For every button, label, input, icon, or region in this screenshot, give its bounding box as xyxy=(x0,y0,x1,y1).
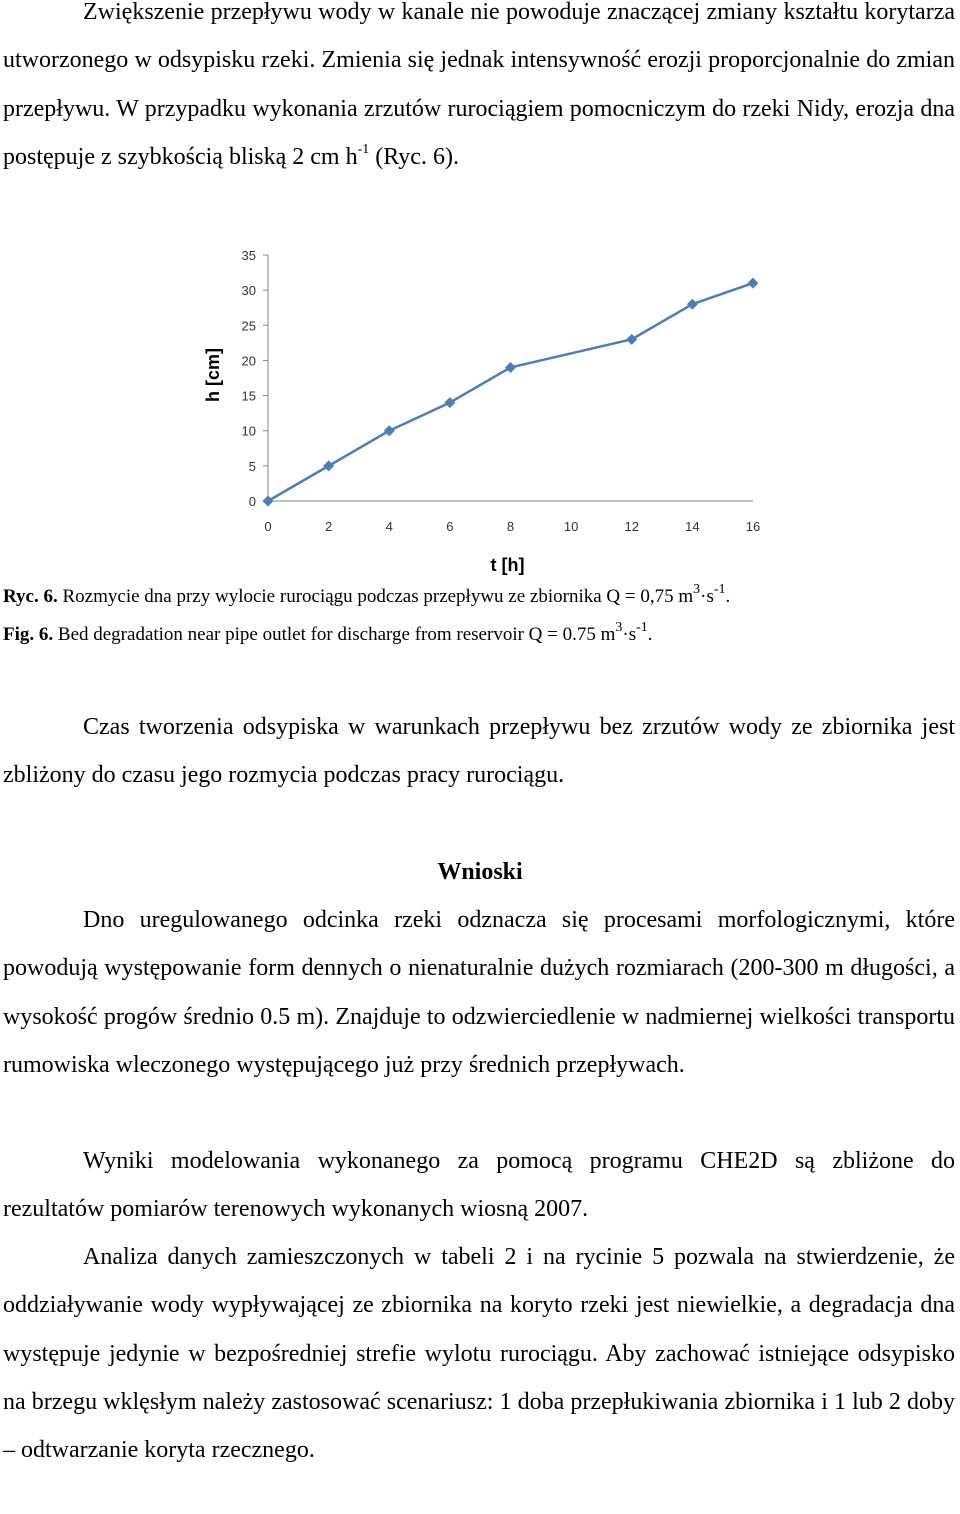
data-point-marker xyxy=(687,299,698,310)
caption-en-text: Bed degradation near pipe outlet for discharge from reservoir Q = 0.75 m xyxy=(53,624,616,645)
figure-caption-en xyxy=(3,619,955,648)
x-tick-label: 14 xyxy=(685,519,700,534)
paragraph-erosion xyxy=(3,0,955,181)
paragraph-conclusion-1: Dno uregulowanego odcinka rzeki odznacza się procesami morfologicznymi, które powodują występowanie form dennych o nienaturalnie dużych rozmiarach (200-300 m długości, a wysokość progów średnio 0.5 m). Znajduje to odzwierciedlenie w nadmiernej wielkości transportu rumowiska wleczonego występującego już przy średnich przepływach. xyxy=(3,907,955,1078)
paragraph-erosion-ref: (Ryc. 6). xyxy=(369,143,459,170)
data-point-marker xyxy=(748,278,759,289)
caption-en-label: Fig. 6. xyxy=(3,624,54,645)
y-tick-label: 30 xyxy=(241,283,256,299)
caption-pl-text: Rozmycie dna przy wylocie rurociągu podczas przepływu ze zbiornika Q = 0,75 m xyxy=(57,586,694,607)
x-tick-label: 12 xyxy=(624,519,639,534)
chart-svg xyxy=(195,240,765,580)
paragraph-deposition-time: Czas tworzenia odsypiska w warunkach przepływu bez zrzutów wody ze zbiornika jest zbliżony do czasu jego rozmycia podczas pracy rurociągu. xyxy=(3,714,955,789)
y-tick-label: 25 xyxy=(241,318,256,334)
data-point-marker xyxy=(626,334,637,345)
figure-caption-pl xyxy=(3,581,955,610)
x-tick-label: 10 xyxy=(563,519,579,534)
caption-en-exp1: 3 xyxy=(615,619,623,635)
caption-en-end: . xyxy=(647,624,653,645)
data-point-marker xyxy=(263,496,274,507)
data-point-marker xyxy=(384,425,395,436)
x-tick-label: 6 xyxy=(446,519,454,534)
paragraph-conclusion-3: Analiza danych zamieszczonych w tabeli 2 i na rycinie 5 pozwala na stwierdzenie, że oddziaływanie wody wypływającej ze zbiornika na koryto rzeki jest niewielkie, a degradacja dna występuje jedynie w bezpośredniej strefie wylotu rurociągu. Aby zachować istniejące odsypisko na brzegu wklęsłym należy zastosować scenariusz: 1 doba przepłukiwania zbiornika i 1 lub 2 doby – odtwarzanie koryta rzecznego. xyxy=(3,1244,955,1464)
section-heading-conclusions: Wnioski xyxy=(437,859,523,885)
series-line xyxy=(268,283,753,501)
x-tick-label: 16 xyxy=(745,519,761,534)
caption-pl-end: . xyxy=(725,586,731,607)
caption-pl-unit: ·s xyxy=(700,586,714,607)
caption-pl-exp1: 3 xyxy=(693,581,701,597)
paragraph-conclusion-2: Wyniki modelowania wykonanego za pomocą programu CHE2D są zbliżone do rezultatów pomiarów terenowych wykonanych wiosną 2007. xyxy=(3,1148,955,1223)
x-tick-label: 0 xyxy=(264,519,272,534)
data-point-marker xyxy=(323,460,334,471)
bed-degradation-chart xyxy=(195,240,765,580)
paragraph-erosion-text: Zwiększenie przepływu wody w kanale nie powoduje znaczącej zmiany kształtu korytarza utworzonego w odsypisku rzeki. Zmienia się jednak intensywność erozji proporcjonalnie do zmian przepływu. W przypadku wykonania zrzutów rurociągiem pomocniczym do rzeki Nidy, erozja dna postępuje z szybkością bliską 2 cm h xyxy=(3,0,955,170)
x-tick-label: 8 xyxy=(506,519,515,534)
y-tick-label: 35 xyxy=(241,248,256,263)
caption-en-exp2: -1 xyxy=(636,619,648,635)
y-tick-label: 10 xyxy=(241,423,256,439)
y-tick-label: 5 xyxy=(248,458,256,474)
y-tick-label: 15 xyxy=(241,388,256,404)
caption-en-unit: ·s xyxy=(622,624,637,645)
x-axis-title: t [h] xyxy=(490,555,525,575)
unit-exponent: -1 xyxy=(357,141,370,157)
y-tick-label: 20 xyxy=(241,353,256,369)
data-point-marker xyxy=(444,397,455,408)
x-tick-label: 2 xyxy=(325,519,333,534)
caption-pl-label: Ryc. 6. xyxy=(3,586,58,607)
data-point-marker xyxy=(505,362,516,373)
caption-pl-exp2: -1 xyxy=(713,581,726,597)
x-tick-label: 4 xyxy=(385,519,393,534)
y-axis-title: h [cm] xyxy=(203,348,223,402)
y-tick-label: 0 xyxy=(248,494,256,509)
